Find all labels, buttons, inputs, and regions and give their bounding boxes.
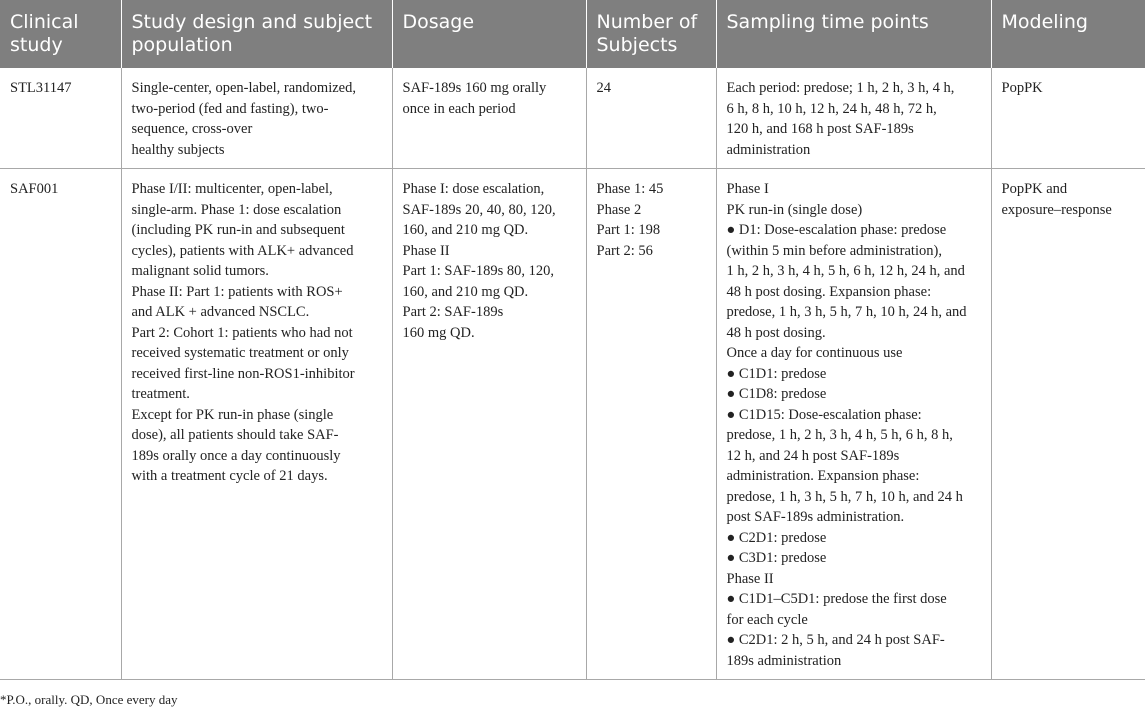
cell-line: received first-line non-ROS1-inhibitor xyxy=(131,365,355,382)
cell-line: ● C2D1: 2 h, 5 h, and 24 h post SAF- xyxy=(726,632,945,648)
cell-line: Once a day for continuous use xyxy=(726,345,903,361)
cell-line: once in each period xyxy=(402,100,516,117)
cell-line: ● C2D1: predose xyxy=(726,529,827,546)
header-number-of-subjects xyxy=(586,0,716,68)
header-line: Sampling time points xyxy=(726,11,929,33)
header-line: Clinical xyxy=(10,11,79,33)
header-line: Dosage xyxy=(402,11,475,33)
cell-line: 189s orally once a day continuously xyxy=(131,447,341,464)
study-design-cell xyxy=(121,68,392,169)
header-line: Number of xyxy=(596,11,698,33)
cell-line: ● C1D15: Dose-escalation phase: xyxy=(726,406,922,423)
table-row xyxy=(0,169,1145,680)
cell-line: 48 h post dosing. Expansion phase: xyxy=(726,283,932,300)
cell-line: ● C3D1: predose xyxy=(726,550,827,566)
cell-line: PK run-in (single dose) xyxy=(726,201,863,218)
study-design-cell xyxy=(121,169,392,680)
cell-line: Part 1: SAF-189s 80, 120, xyxy=(402,263,554,279)
cell-line: SAF-189s 20, 40, 80, 120, xyxy=(402,201,556,218)
cell-line: dose), all patients should take SAF- xyxy=(131,427,339,443)
cell-line: Phase 2 xyxy=(596,201,642,218)
cell-line: 160, and 210 mg QD. xyxy=(402,222,529,238)
dosage-cell xyxy=(392,169,586,680)
sampling-cell xyxy=(716,169,991,680)
table-body xyxy=(0,68,1145,680)
header-line: study xyxy=(10,34,63,56)
modeling-cell xyxy=(991,169,1145,680)
cell-line: post SAF-189s administration. xyxy=(726,509,905,525)
cell-line: administration xyxy=(726,141,811,158)
cell-line: treatment. xyxy=(131,386,190,402)
cell-line: for each cycle xyxy=(726,611,808,628)
cell-line: 120 h, and 168 h post SAF-189s xyxy=(726,121,914,137)
header-line: Study design and subject xyxy=(131,11,373,33)
cell-line: PopPK and xyxy=(1001,181,1068,197)
cell-line: and ALK + advanced NSCLC. xyxy=(131,304,310,320)
header-dosage xyxy=(392,0,586,68)
cell-line: ● C1D8: predose xyxy=(726,386,827,402)
cell-line: two-period (fed and fasting), two- xyxy=(131,100,329,117)
cell-line: Part 2: SAF-189s xyxy=(402,304,504,320)
table-row xyxy=(0,68,1145,169)
dosage-cell xyxy=(392,68,586,169)
cell-line: 12 h, and 24 h post SAF-189s xyxy=(726,447,900,464)
cell-line: predose, 1 h, 2 h, 3 h, 4 h, 5 h, 6 h, 8 h, xyxy=(726,427,953,443)
cell-line: Phase I xyxy=(726,181,769,197)
cell-line: administration. Expansion phase: xyxy=(726,468,920,484)
cell-line: Part 2: 56 xyxy=(596,242,653,259)
clinical-study-cell xyxy=(0,68,121,169)
cell-line: healthy subjects xyxy=(131,141,225,158)
cell-line: Except for PK run-in phase (single xyxy=(131,406,334,423)
clinical-study-cell xyxy=(0,169,121,680)
modeling-cell xyxy=(991,68,1145,169)
header-modeling xyxy=(991,0,1145,68)
cell-line: Part 1: 198 xyxy=(596,222,661,238)
cell-line: single-arm. Phase 1: dose escalation xyxy=(131,201,342,218)
cell-line: STL31147 xyxy=(10,80,72,96)
cell-line: Each period: predose; 1 h, 2 h, 3 h, 4 h, xyxy=(726,80,955,96)
sampling-cell xyxy=(716,68,991,169)
header-study-design xyxy=(121,0,392,68)
cell-line: Phase I: dose escalation, xyxy=(402,181,545,197)
header-line: population xyxy=(131,34,233,56)
cell-line: 6 h, 8 h, 10 h, 12 h, 24 h, 48 h, 72 h, xyxy=(726,100,937,117)
cell-line: received systematic treatment or only xyxy=(131,345,349,361)
cell-line: 24 xyxy=(596,80,611,96)
subjects-cell xyxy=(586,169,716,680)
cell-line: Single-center, open-label, randomized, xyxy=(131,80,356,96)
header-clinical-study xyxy=(0,0,121,68)
cell-line: (including PK run-in and subsequent xyxy=(131,222,345,238)
cell-line: Part 2: Cohort 1: patients who had not xyxy=(131,324,353,341)
header-sampling-time-points xyxy=(716,0,991,68)
cell-line: Phase II: Part 1: patients with ROS+ xyxy=(131,283,343,300)
cell-line: ● D1: Dose-escalation phase: predose xyxy=(726,222,947,238)
cell-line: Phase 1: 45 xyxy=(596,181,664,197)
cell-line: (within 5 min before administration), xyxy=(726,242,942,259)
cell-line: ● C1D1: predose xyxy=(726,365,827,382)
cell-line: 160, and 210 mg QD. xyxy=(402,283,529,300)
cell-line: sequence, cross-over xyxy=(131,121,253,137)
cell-line: Phase II xyxy=(726,570,774,587)
table-footnote: *P.O., orally. QD, Once every day xyxy=(0,692,178,707)
cell-line: 160 mg QD. xyxy=(402,324,475,341)
cell-line: 189s administration xyxy=(726,652,842,669)
cell-line: malignant solid tumors. xyxy=(131,263,269,279)
cell-line: with a treatment cycle of 21 days. xyxy=(131,468,328,484)
header-line: Subjects xyxy=(596,34,678,56)
cell-line: 48 h post dosing. xyxy=(726,324,826,341)
cell-line: predose, 1 h, 3 h, 5 h, 7 h, 10 h, 24 h, and xyxy=(726,304,967,320)
cell-line: cycles), patients with ALK+ advanced xyxy=(131,242,354,259)
header-line: Modeling xyxy=(1001,11,1088,33)
header-row xyxy=(0,0,1145,68)
cell-line: predose, 1 h, 3 h, 5 h, 7 h, 10 h, and 24 h xyxy=(726,488,963,505)
cell-line: exposure–response xyxy=(1001,201,1112,218)
cell-line: PopPK xyxy=(1001,80,1043,96)
cell-line: SAF-189s 160 mg orally xyxy=(402,80,547,96)
cell-line: SAF001 xyxy=(10,181,59,197)
cell-line: ● C1D1–C5D1: predose the first dose xyxy=(726,591,947,607)
cell-line: Phase I/II: multicenter, open-label, xyxy=(131,181,333,197)
subjects-cell xyxy=(586,68,716,169)
cell-line: Phase II xyxy=(402,242,450,259)
cell-line: 1 h, 2 h, 3 h, 4 h, 5 h, 6 h, 12 h, 24 h, and xyxy=(726,263,965,279)
